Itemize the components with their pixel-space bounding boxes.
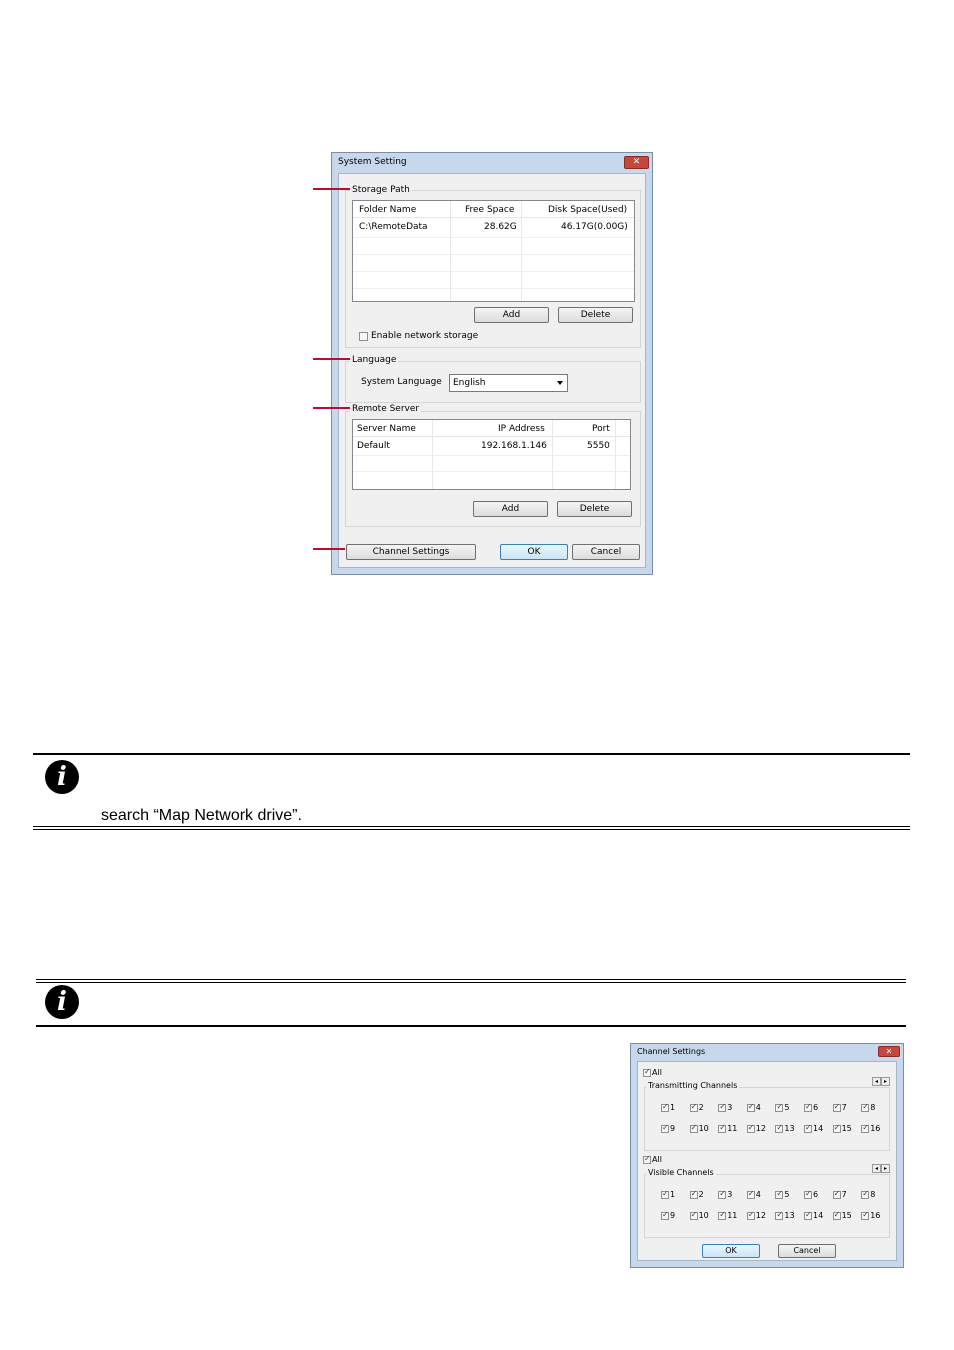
channel-label: 1	[670, 1190, 676, 1199]
visible-channel-13-checkbox[interactable]	[774, 1211, 794, 1220]
scroll-right-icon[interactable]: ▸	[881, 1077, 890, 1086]
title-bar	[332, 153, 652, 173]
callout-line	[313, 358, 350, 360]
checkbox[interactable]	[718, 1191, 726, 1199]
enable-network-storage-checkbox[interactable]	[359, 332, 368, 341]
server-add-button[interactable]: Add	[473, 501, 548, 517]
system-language-value: English	[453, 378, 486, 388]
visible-channel-6-checkbox[interactable]	[803, 1190, 818, 1199]
channel-label: 3	[727, 1103, 733, 1112]
note-rule-bottom	[33, 826, 910, 827]
transmitting-channel-5-checkbox[interactable]	[774, 1103, 789, 1112]
port-cell: 5550	[587, 441, 610, 451]
transmitting-channel-4-checkbox[interactable]	[746, 1103, 761, 1112]
chevron-down-icon	[557, 381, 563, 385]
channel-label: 15	[841, 1211, 852, 1220]
storage-delete-button[interactable]: Delete	[558, 307, 633, 323]
checkbox[interactable]	[747, 1212, 755, 1220]
transmitting-channels-label: Transmitting Channels	[648, 1081, 738, 1090]
visible-channel-15-checkbox[interactable]	[832, 1211, 852, 1220]
column-header-free-space[interactable]: Free Space	[465, 205, 515, 215]
channel-label: 4	[755, 1103, 761, 1112]
disk-space-cell: 46.17G(0.00G)	[561, 222, 628, 232]
ok-button[interactable]: OK	[500, 544, 568, 560]
close-icon[interactable]: ✕	[878, 1046, 900, 1057]
checkbox[interactable]	[775, 1212, 783, 1220]
dialog-title: Channel Settings	[637, 1047, 706, 1056]
visible-channel-14-checkbox[interactable]	[803, 1211, 823, 1220]
visible-all-checkbox[interactable]	[642, 1155, 662, 1164]
system-setting-dialog	[331, 152, 653, 575]
channel-label: 9	[670, 1211, 676, 1220]
checkbox[interactable]	[661, 1191, 669, 1199]
channel-label: 9	[670, 1124, 676, 1133]
transmitting-channel-16-checkbox[interactable]	[860, 1124, 880, 1133]
system-language-label: System Language	[361, 377, 442, 387]
channel-label: 3	[727, 1190, 733, 1199]
folder-name-cell: C:\RemoteData	[359, 222, 428, 232]
channel-label: 5	[784, 1103, 790, 1112]
channel-settings-button[interactable]: Channel Settings	[346, 544, 476, 560]
visible-channels-group	[644, 1174, 890, 1238]
scroll-right-icon[interactable]: ▸	[881, 1164, 890, 1173]
note-rule-top	[36, 979, 906, 980]
checkbox[interactable]	[661, 1212, 669, 1220]
info-icon: i	[45, 985, 79, 1019]
visible-channel-8-checkbox[interactable]	[860, 1190, 875, 1199]
channel-label: 14	[813, 1211, 824, 1220]
channel-label: 5	[784, 1190, 790, 1199]
checkbox[interactable]	[718, 1125, 726, 1133]
remote-server-label: Remote Server	[352, 404, 420, 414]
system-language-select[interactable]	[449, 374, 568, 392]
transmitting-channel-6-checkbox[interactable]	[803, 1103, 818, 1112]
checkbox[interactable]	[861, 1212, 869, 1220]
checkbox[interactable]	[775, 1104, 783, 1112]
callout-line	[313, 548, 345, 550]
checkbox[interactable]	[643, 1156, 651, 1164]
channel-label: 7	[841, 1103, 847, 1112]
visible-channel-3-checkbox[interactable]	[717, 1190, 732, 1199]
channel-label: 13	[784, 1211, 795, 1220]
enable-network-storage-label: Enable network storage	[371, 331, 479, 341]
checkbox[interactable]	[775, 1125, 783, 1133]
ok-button[interactable]: OK	[702, 1244, 760, 1258]
visible-channels-label: Visible Channels	[648, 1168, 714, 1177]
checkbox[interactable]	[747, 1104, 755, 1112]
all-label: All	[652, 1068, 662, 1077]
dialog-title: System Setting	[338, 157, 407, 167]
checkbox[interactable]	[718, 1212, 726, 1220]
close-icon[interactable]: ✕	[624, 156, 649, 169]
column-header-folder-name[interactable]: Folder Name	[359, 205, 417, 215]
visible-channel-16-checkbox[interactable]	[860, 1211, 880, 1220]
channel-label: 6	[813, 1190, 819, 1199]
channel-label: 15	[841, 1124, 852, 1133]
transmitting-channel-2-checkbox[interactable]	[689, 1103, 704, 1112]
channel-label: 12	[755, 1124, 766, 1133]
checkbox[interactable]	[661, 1125, 669, 1133]
note-rule-bottom	[36, 1025, 906, 1027]
transmitting-channel-10-checkbox[interactable]	[689, 1124, 709, 1133]
note-rule-top	[33, 753, 910, 755]
all-label: All	[652, 1155, 662, 1164]
checkbox[interactable]	[833, 1125, 841, 1133]
note-rule-top	[36, 982, 906, 983]
storage-path-label: Storage Path	[352, 185, 410, 195]
transmitting-channel-11-checkbox[interactable]	[717, 1124, 737, 1133]
checkbox[interactable]	[861, 1104, 869, 1112]
checkbox[interactable]	[643, 1069, 651, 1077]
dialog-body	[637, 1061, 897, 1261]
channel-label: 10	[698, 1124, 709, 1133]
ip-address-cell: 192.168.1.146	[481, 441, 547, 451]
server-delete-button[interactable]: Delete	[557, 501, 632, 517]
storage-path-list[interactable]	[352, 200, 635, 302]
callout-line	[313, 188, 350, 190]
transmitting-channel-1-checkbox[interactable]	[660, 1103, 675, 1112]
checkbox[interactable]	[747, 1125, 755, 1133]
column-header-server-name[interactable]: Server Name	[357, 424, 416, 434]
channel-label: 11	[727, 1124, 738, 1133]
scroll-arrows[interactable]	[872, 1164, 891, 1173]
server-name-cell: Default	[357, 441, 390, 451]
visible-channel-10-checkbox[interactable]	[689, 1211, 709, 1220]
checkbox[interactable]	[804, 1212, 812, 1220]
channel-label: 4	[755, 1190, 761, 1199]
note-rule-bottom	[33, 829, 910, 830]
checkbox[interactable]	[804, 1104, 812, 1112]
language-label: Language	[352, 355, 397, 365]
channel-settings-dialog	[630, 1043, 904, 1268]
channel-label: 13	[784, 1124, 795, 1133]
checkbox[interactable]	[775, 1191, 783, 1199]
scroll-arrows[interactable]	[872, 1077, 891, 1086]
channel-label: 8	[870, 1103, 876, 1112]
visible-channel-5-checkbox[interactable]	[774, 1190, 789, 1199]
channel-label: 12	[755, 1211, 766, 1220]
checkbox[interactable]	[747, 1191, 755, 1199]
checkbox[interactable]	[690, 1212, 698, 1220]
visible-channel-4-checkbox[interactable]	[746, 1190, 761, 1199]
channel-label: 7	[841, 1190, 847, 1199]
checkbox[interactable]	[861, 1191, 869, 1199]
channel-label: 2	[698, 1190, 704, 1199]
visible-channel-7-checkbox[interactable]	[832, 1190, 847, 1199]
checkbox[interactable]	[804, 1191, 812, 1199]
column-header-port[interactable]: Port	[592, 424, 610, 434]
transmitting-channel-7-checkbox[interactable]	[832, 1103, 847, 1112]
channel-label: 2	[698, 1103, 704, 1112]
checkbox[interactable]	[661, 1104, 669, 1112]
callout-line	[313, 407, 350, 409]
note-text: search “Map Network drive”.	[101, 807, 302, 824]
visible-channel-1-checkbox[interactable]	[660, 1190, 675, 1199]
transmitting-channel-8-checkbox[interactable]	[860, 1103, 875, 1112]
visible-channel-9-checkbox[interactable]	[660, 1211, 675, 1220]
channel-label: 16	[870, 1211, 881, 1220]
transmitting-channel-15-checkbox[interactable]	[832, 1124, 852, 1133]
checkbox[interactable]	[833, 1191, 841, 1199]
channel-label: 1	[670, 1103, 676, 1112]
transmitting-channels-group	[644, 1087, 890, 1151]
transmitting-channel-9-checkbox[interactable]	[660, 1124, 675, 1133]
column-header-ip-address[interactable]: IP Address	[498, 424, 545, 434]
cancel-button[interactable]: Cancel	[778, 1244, 836, 1258]
checkbox[interactable]	[833, 1212, 841, 1220]
visible-channel-2-checkbox[interactable]	[689, 1190, 704, 1199]
checkbox[interactable]	[804, 1125, 812, 1133]
channel-label: 14	[813, 1124, 824, 1133]
checkbox[interactable]	[833, 1104, 841, 1112]
transmitting-all-checkbox[interactable]	[642, 1068, 662, 1077]
remote-server-list[interactable]	[352, 419, 631, 490]
scroll-left-icon[interactable]: ◂	[872, 1164, 881, 1173]
checkbox[interactable]	[861, 1125, 869, 1133]
channel-label: 6	[813, 1103, 819, 1112]
transmitting-channel-14-checkbox[interactable]	[803, 1124, 823, 1133]
scroll-left-icon[interactable]: ◂	[872, 1077, 881, 1086]
checkbox[interactable]	[690, 1125, 698, 1133]
checkbox[interactable]	[690, 1104, 698, 1112]
channel-label: 10	[698, 1211, 709, 1220]
checkbox[interactable]	[690, 1191, 698, 1199]
info-icon: i	[45, 760, 79, 794]
channel-label: 11	[727, 1211, 738, 1220]
checkbox[interactable]	[718, 1104, 726, 1112]
cancel-button[interactable]: Cancel	[572, 544, 640, 560]
dialog-body	[338, 173, 646, 568]
visible-channel-12-checkbox[interactable]	[746, 1211, 766, 1220]
transmitting-channel-12-checkbox[interactable]	[746, 1124, 766, 1133]
transmitting-channel-3-checkbox[interactable]	[717, 1103, 732, 1112]
storage-add-button[interactable]: Add	[474, 307, 549, 323]
transmitting-channel-13-checkbox[interactable]	[774, 1124, 794, 1133]
channel-label: 16	[870, 1124, 881, 1133]
visible-channel-11-checkbox[interactable]	[717, 1211, 737, 1220]
column-header-disk-space[interactable]: Disk Space(Used)	[548, 205, 628, 215]
free-space-cell: 28.62G	[484, 222, 517, 232]
channel-label: 8	[870, 1190, 876, 1199]
